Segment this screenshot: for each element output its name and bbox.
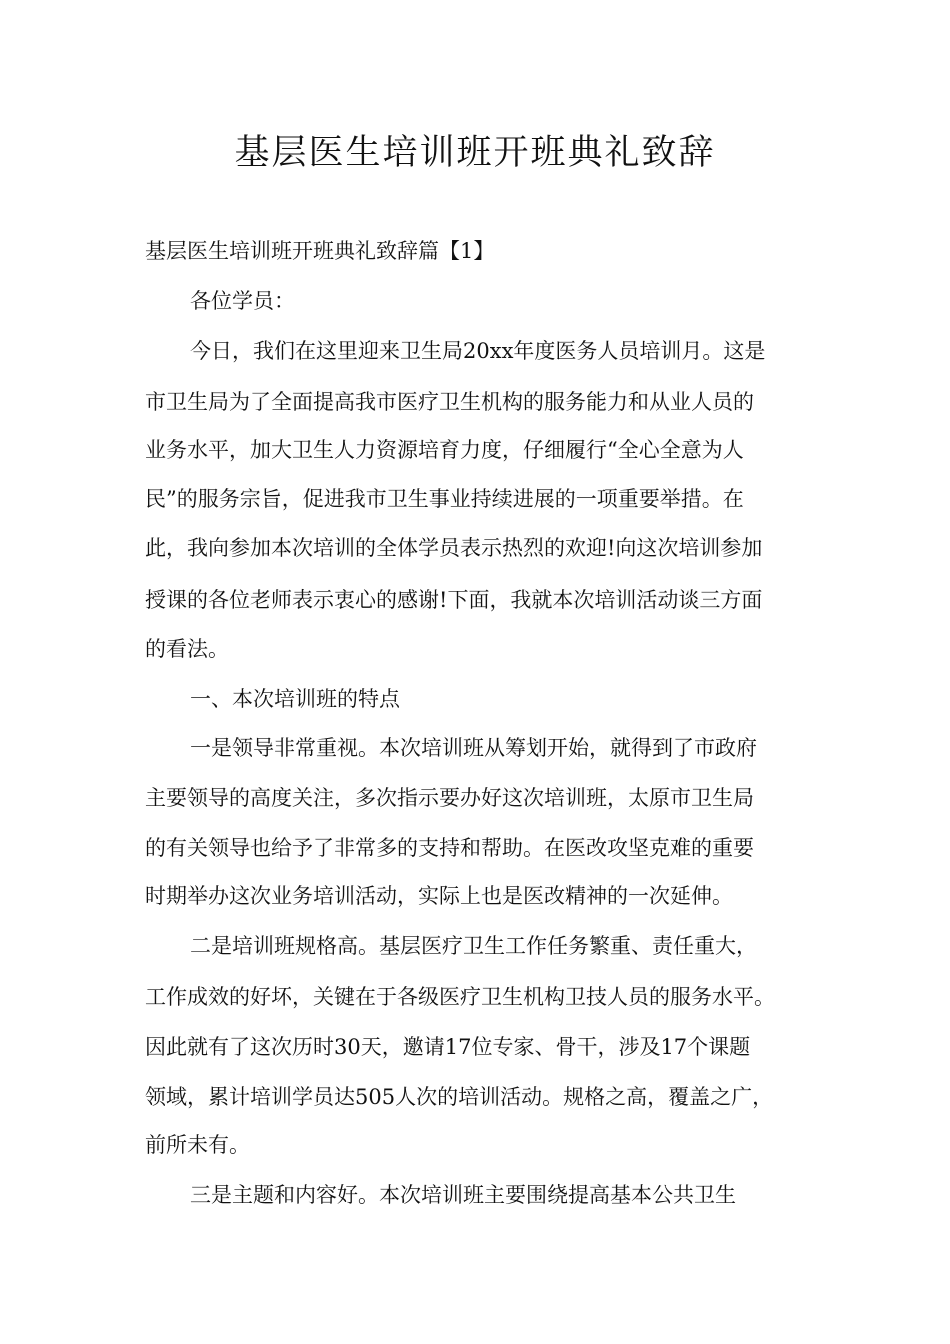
paragraph-line: 前所未有。 [145,1133,250,1157]
paragraph-line: 一是领导非常重视。本次培训班从筹划开始，就得到了市政府 [190,736,757,760]
paragraph-line: 二是培训班规格高。基层医疗卫生工作任务繁重、责任重大， [190,934,757,958]
paragraph-line: 今日，我们在这里迎来卫生局20xx年度医务人员培训月。这是 [190,339,766,363]
paragraph-line: 主要领导的高度关注，多次指示要办好这次培训班，太原市卫生局 [145,786,754,810]
paragraph-line: 时期举办这次业务培训活动，实际上也是医改精神的一次延伸。 [145,884,733,908]
paragraph-line: 三是主题和内容好。本次培训班主要围绕提高基本公共卫生 [190,1183,736,1207]
paragraph-line: 业务水平，加大卫生人力资源培育力度，仔细履行“全心全意为人 [145,438,744,462]
paragraph-line: 的有关领导也给予了非常多的支持和帮助。在医改攻坚克难的重要 [145,836,754,860]
paragraph-line: 市卫生局为了全面提高我市医疗卫生机构的服务能力和从业人员的 [145,390,754,414]
section-heading-line: 一、本次培训班的特点 [190,687,400,711]
salutation-line: 各位学员： [190,289,295,313]
paragraph-line: 工作成效的好坏，关键在于各级医疗卫生机构卫技人员的服务水平。 [145,985,775,1009]
paragraph-line: 此，我向参加本次培训的全体学员表示热烈的欢迎!向这次培训参加 [145,536,763,560]
paragraph-line: 的看法。 [145,637,229,661]
paragraph-line: 领域，累计培训学员达505人次的培训活动。规格之高，覆盖之广， [145,1085,774,1109]
paragraph-line: 授课的各位老师表示衷心的感谢!下面，我就本次培训活动谈三方面 [145,588,763,612]
document-title: 基层医生培训班开班典礼致辞 [234,133,716,173]
paragraph-line: 民”的服务宗旨，促进我市卫生事业持续进展的一项重要举措。在 [145,487,744,511]
section-heading: 基层医生培训班开班典礼致辞篇【1】 [145,239,495,263]
paragraph-line: 因此就有了这次历时30天，邀请17位专家、骨干，涉及17个课题 [145,1035,751,1059]
